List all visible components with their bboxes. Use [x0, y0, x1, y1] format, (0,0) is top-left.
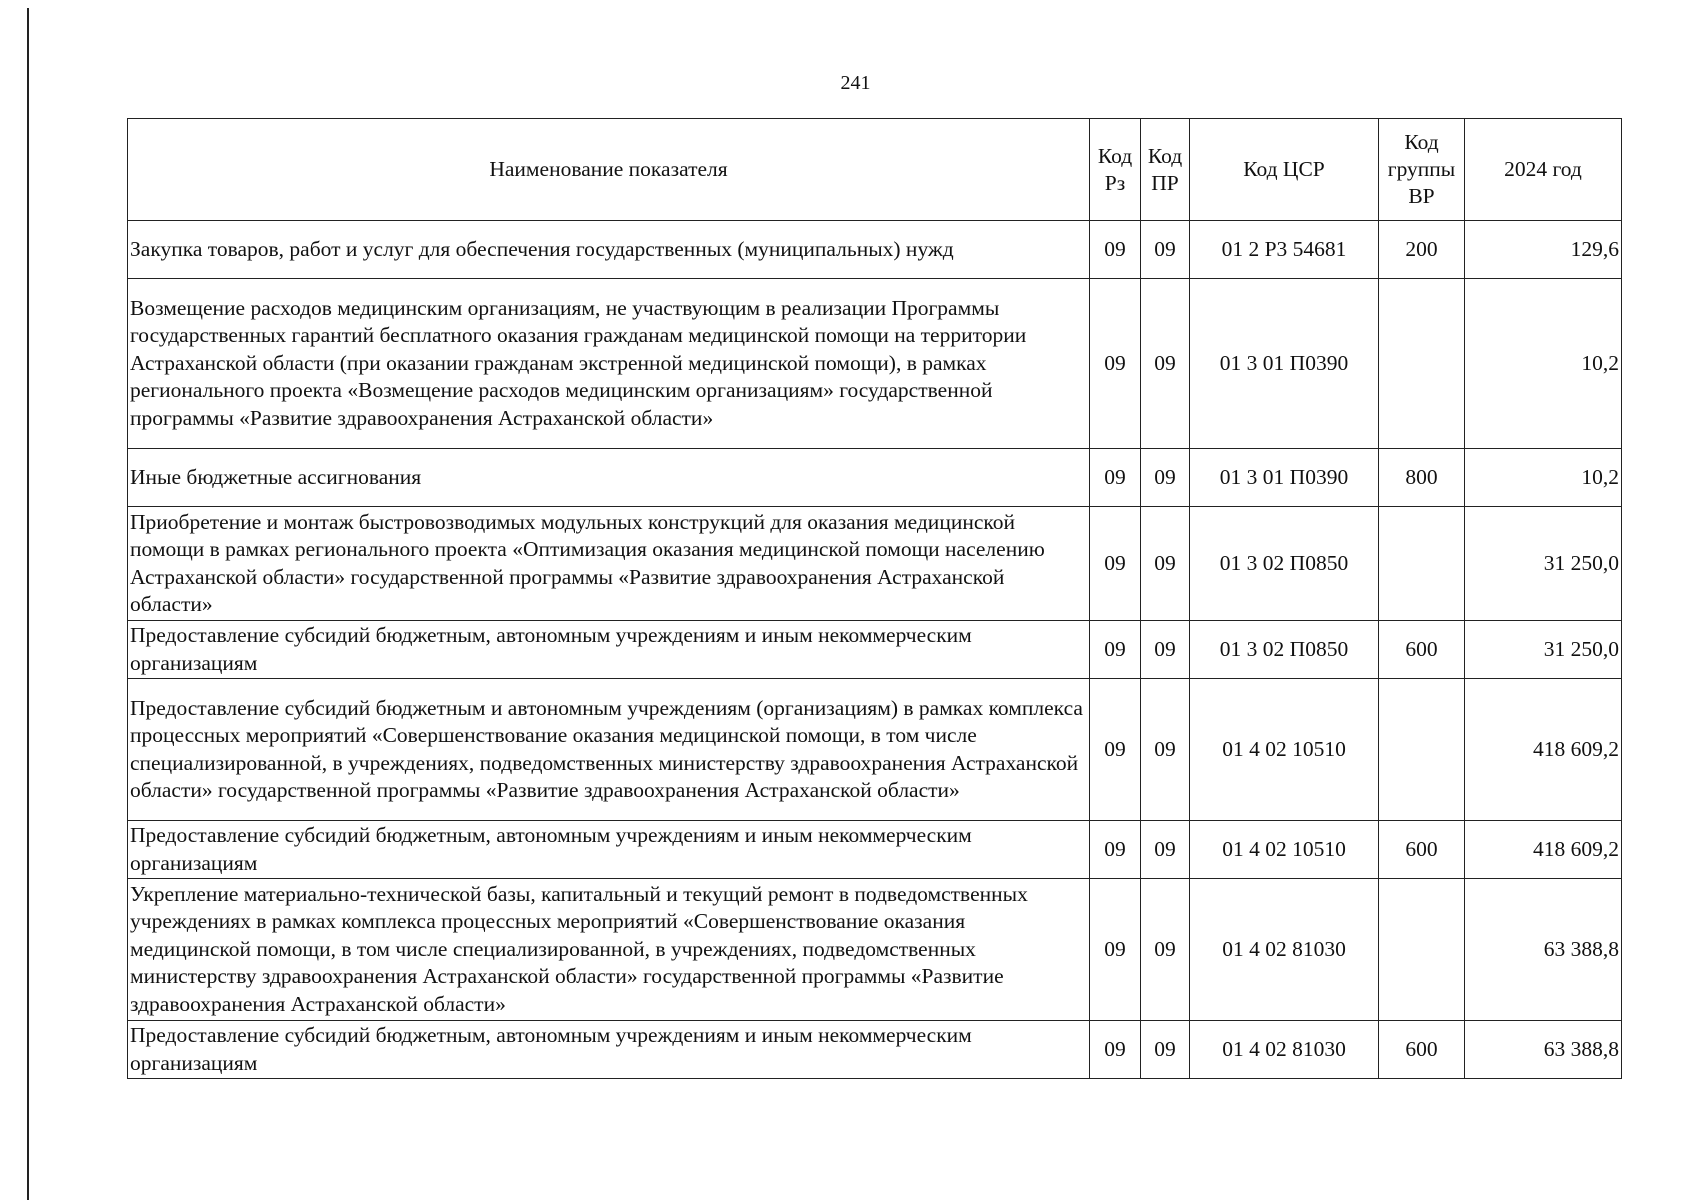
table-row	[128, 679, 1622, 821]
row-code-vr: 600	[1379, 1021, 1465, 1079]
row-code-csr: 01 3 01 П0390	[1190, 449, 1379, 507]
row-name: Иные бюджетные ассигнования	[128, 449, 1090, 507]
row-name: Укрепление материально-технической базы, капитальный и текущий ремонт в подведомственных учреждениях в рамках комплекса процессных мероприятий «Совершенствование оказания медицинской помощи, в том числе специализированной, в учреждениях, подведомственных министерству здравоохранения Астраханской области» государственной программы «Развитие здравоохранения Астраханской области»	[128, 879, 1090, 1021]
row-code-csr: 01 3 02 П0850	[1190, 507, 1379, 621]
row-name: Предоставление субсидий бюджетным, автономным учреждениям и иным некоммерческим организациям	[128, 621, 1090, 679]
row-code-vr: 600	[1379, 621, 1465, 679]
row-amount: 31 250,0	[1465, 507, 1622, 621]
row-code-csr: 01 4 02 81030	[1190, 1021, 1379, 1079]
row-code-vr	[1379, 679, 1465, 821]
row-code-pr: 09	[1141, 821, 1190, 879]
header-code-pr: Код ПР	[1141, 119, 1190, 221]
table-row	[128, 221, 1622, 279]
table-row	[128, 879, 1622, 1021]
row-code-rz: 09	[1090, 449, 1141, 507]
row-code-pr: 09	[1141, 879, 1190, 1021]
table-header-row	[128, 119, 1622, 221]
row-amount: 63 388,8	[1465, 879, 1622, 1021]
row-amount: 10,2	[1465, 279, 1622, 449]
row-code-pr: 09	[1141, 221, 1190, 279]
row-name: Приобретение и монтаж быстровозводимых модульных конструкций для оказания медицинской помощи в рамках регионального проекта «Оптимизация оказания медицинской помощи населению Астраханской области» государственной программы «Развитие здравоохранения Астраханской области»	[128, 507, 1090, 621]
row-code-vr	[1379, 507, 1465, 621]
row-code-rz: 09	[1090, 821, 1141, 879]
row-code-rz: 09	[1090, 679, 1141, 821]
row-amount: 418 609,2	[1465, 679, 1622, 821]
table-row	[128, 821, 1622, 879]
header-code-csr: Код ЦСР	[1190, 119, 1379, 221]
row-name: Закупка товаров, работ и услуг для обеспечения государственных (муниципальных) нужд	[128, 221, 1090, 279]
row-name: Предоставление субсидий бюджетным, автономным учреждениям и иным некоммерческим организациям	[128, 1021, 1090, 1079]
page-number: 241	[840, 72, 871, 94]
budget-table	[127, 118, 1622, 1079]
row-name: Предоставление субсидий бюджетным, автономным учреждениям и иным некоммерческим организациям	[128, 821, 1090, 879]
row-code-rz: 09	[1090, 507, 1141, 621]
row-code-vr	[1379, 279, 1465, 449]
row-code-csr: 01 3 01 П0390	[1190, 279, 1379, 449]
row-code-vr	[1379, 879, 1465, 1021]
row-code-pr: 09	[1141, 621, 1190, 679]
row-code-rz: 09	[1090, 221, 1141, 279]
header-code-rz: Код Рз	[1090, 119, 1141, 221]
table-row	[128, 279, 1622, 449]
row-code-pr: 09	[1141, 279, 1190, 449]
table-row	[128, 507, 1622, 621]
row-code-pr: 09	[1141, 449, 1190, 507]
row-code-csr: 01 3 02 П0850	[1190, 621, 1379, 679]
row-code-rz: 09	[1090, 879, 1141, 1021]
table-row	[128, 621, 1622, 679]
row-amount: 129,6	[1465, 221, 1622, 279]
header-code-vr: Код группы ВР	[1379, 119, 1465, 221]
row-code-vr: 800	[1379, 449, 1465, 507]
row-code-pr: 09	[1141, 679, 1190, 821]
row-code-csr: 01 4 02 81030	[1190, 879, 1379, 1021]
row-amount: 63 388,8	[1465, 1021, 1622, 1079]
row-code-rz: 09	[1090, 1021, 1141, 1079]
page-left-edge-line	[27, 8, 29, 1200]
row-code-rz: 09	[1090, 621, 1141, 679]
row-amount: 31 250,0	[1465, 621, 1622, 679]
row-code-vr: 600	[1379, 821, 1465, 879]
table-row	[128, 449, 1622, 507]
row-name: Предоставление субсидий бюджетным и автономным учреждениям (организациям) в рамках комплекса процессных мероприятий «Совершенствование оказания медицинской помощи, в том числе специализированной, в учреждениях, подведомственных министерству здравоохранения Астраханской области» государственной программы «Развитие здравоохранения Астраханской области»	[128, 679, 1090, 821]
row-amount: 418 609,2	[1465, 821, 1622, 879]
row-amount: 10,2	[1465, 449, 1622, 507]
header-year-2024: 2024 год	[1465, 119, 1622, 221]
header-name: Наименование показателя	[128, 119, 1090, 221]
row-code-rz: 09	[1090, 279, 1141, 449]
row-code-pr: 09	[1141, 507, 1190, 621]
table-row	[128, 1021, 1622, 1079]
row-code-csr: 01 4 02 10510	[1190, 821, 1379, 879]
row-name: Возмещение расходов медицинским организациям, не участвующим в реализации Программы государственных гарантий бесплатного оказания гражданам медицинской помощи на территории Астраханской области (при оказании гражданам экстренной медицинской помощи), в рамках регионального проекта «Возмещение расходов медицинским организациям» государственной программы «Развитие здравоохранения Астраханской области»	[128, 279, 1090, 449]
row-code-vr: 200	[1379, 221, 1465, 279]
row-code-pr: 09	[1141, 1021, 1190, 1079]
row-code-csr: 01 4 02 10510	[1190, 679, 1379, 821]
row-code-csr: 01 2 Р3 54681	[1190, 221, 1379, 279]
